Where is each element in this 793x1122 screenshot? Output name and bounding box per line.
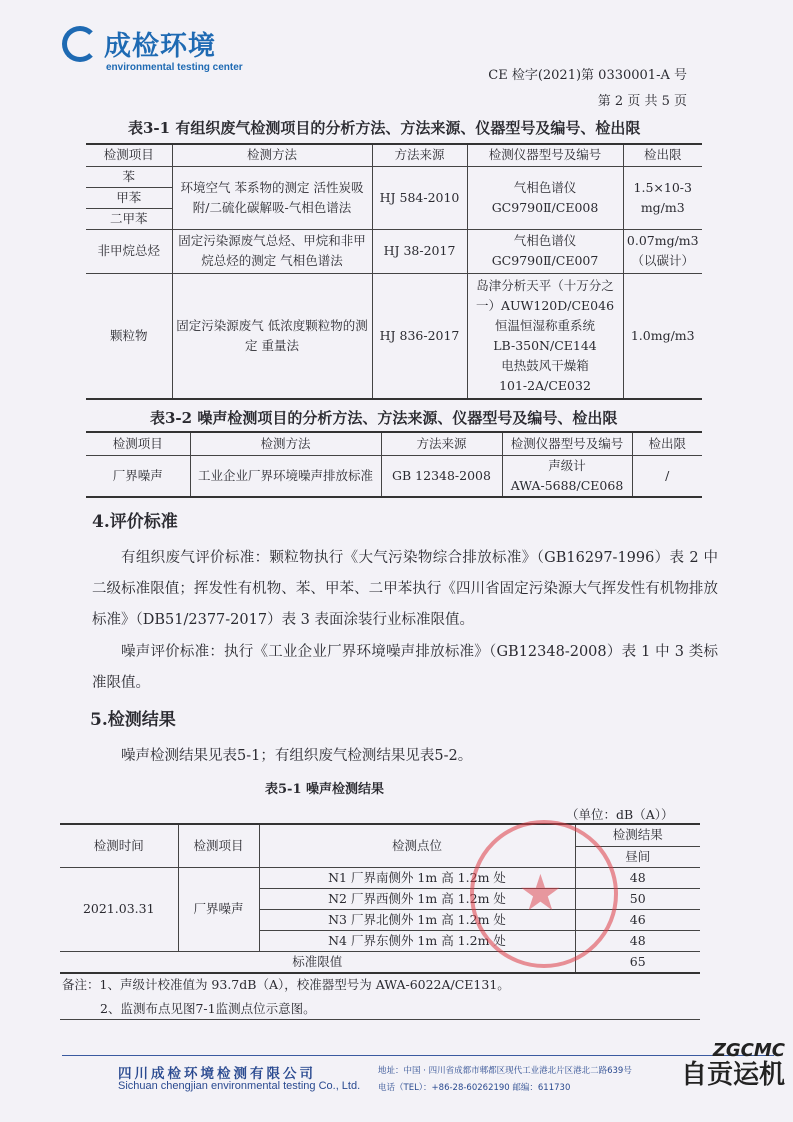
instrument-line: 恒温恒湿称重系统: [494, 317, 595, 333]
point-cell: N3 厂界北侧外 1m 高 1.2m 处: [259, 909, 575, 930]
header-cell: 检出限: [632, 432, 702, 455]
footer-divider: [62, 1055, 774, 1056]
instrument-line: 电热鼓风干燥箱: [501, 357, 589, 373]
instrument-line: 气相色谱仪: [513, 179, 577, 195]
point-cell: N2 厂界西侧外 1m 高 1.2m 处: [259, 888, 575, 909]
footer-address: 地址：中国 · 四川省成都市郫都区现代工业港北片区港北二路639号: [378, 1066, 632, 1076]
footer-company-cn: 四川成检环境检测有限公司: [118, 1066, 316, 1082]
watermark-cn: 自贡运机: [680, 1060, 785, 1090]
instrument-line: LB-350N/CE144: [493, 337, 597, 353]
instrument-cell: [467, 273, 623, 399]
note-1: 备注：1、声级计校准值为 93.7dB（A），校准器型号为 AWA-6022A/CE131。: [62, 977, 510, 992]
watermark-logo: [681, 1040, 785, 1089]
footer-company-en: Sichuan chengjian environmental testing Co., Ltd.: [118, 1080, 361, 1092]
header-cell: 检测项目: [178, 824, 259, 867]
instrument-line: 岛津分析天平（十万分之一）AUW120D/CE046: [475, 277, 615, 313]
table-3-2: [86, 431, 702, 498]
source-cell: HJ 38-2017: [372, 229, 467, 273]
section-4-paragraph-1: 有组织废气评价标准：颗粒物执行《大气污染物综合排放标准》（GB16297-1996）表 2 中二级标准限值；挥发性有机物、苯、甲苯、二甲苯执行《四川省固定污染源大气挥发性有机物排放标准》（DB51/2377-2017）表 3 表面涂装行业标准限值。: [92, 550, 718, 628]
value-cell: 48: [575, 930, 700, 951]
source-cell: GB 12348-2008: [381, 455, 502, 497]
unit-label: （单位：dB（A））: [566, 807, 674, 822]
instrument-cell: [467, 166, 623, 229]
logo-e-icon: [62, 26, 98, 62]
point-cell: N4 厂界东侧外 1m 高 1.2m 处: [259, 930, 575, 951]
section-4-heading: 4.评价标准: [92, 512, 178, 532]
limit-value-cell: 65: [575, 951, 700, 973]
item-cell: 非甲烷总烃: [86, 229, 172, 273]
header-cell: 方法来源: [372, 144, 467, 166]
header-cell: 检测点位: [259, 824, 575, 867]
header-cell: 检测方法: [190, 432, 381, 455]
table-3-2-title: 表3-2 噪声检测项目的分析方法、方法来源、仪器型号及编号、检出限: [150, 409, 618, 427]
limit-cell: 0.07mg/m3（以碳计）: [623, 229, 702, 273]
method-cell: 工业企业厂界环境噪声排放标准: [190, 455, 381, 497]
section-5-heading: 5.检测结果: [90, 710, 176, 730]
instrument-line: GC9790Ⅱ/CE008: [491, 199, 599, 215]
header-cell: 检测项目: [86, 144, 172, 166]
instrument-cell: [467, 229, 623, 273]
star-icon: ★: [518, 864, 563, 922]
divider: [60, 1019, 700, 1020]
logo-text-en: environmental testing center: [106, 62, 243, 73]
header-cell: 方法来源: [381, 432, 502, 455]
header-cell: 检测方法: [172, 144, 372, 166]
note-2: 2、监测布点见图7-1监测点位示意图。: [100, 1001, 316, 1016]
limit-label-cell: 标准限值: [60, 951, 575, 973]
limit-cell: /: [632, 455, 702, 497]
instrument-line: GC9790Ⅱ/CE007: [491, 253, 599, 268]
value-cell: 50: [575, 888, 700, 909]
item-cell: 苯: [86, 166, 172, 187]
header-cell: 昼间: [575, 846, 700, 867]
limit-cell: 1.0mg/m3: [623, 273, 702, 399]
source-cell: HJ 836-2017: [372, 273, 467, 399]
item-cell: 二甲苯: [86, 208, 172, 229]
page-number: 第 2 页 共 5 页: [597, 94, 687, 109]
point-cell: N1 厂界南侧外 1m 高 1.2m 处: [259, 867, 575, 888]
header-cell: 检测时间: [60, 824, 178, 867]
limit-cell: 1.5×10-3 mg/m3: [623, 166, 702, 229]
value-cell: 48: [575, 867, 700, 888]
header-cell: 检测仪器型号及编号: [467, 144, 623, 166]
header-cell: 检测项目: [86, 432, 190, 455]
method-cell: 环境空气 苯系物的测定 活性炭吸附/二硫化碳解吸-气相色谱法: [172, 166, 372, 229]
item-cell: 甲苯: [86, 187, 172, 208]
date-cell: 2021.03.31: [60, 867, 178, 951]
method-cell: 固定污染源废气总烃、甲烷和非甲烷总烃的测定 气相色谱法: [172, 229, 372, 273]
value-cell: 46: [575, 909, 700, 930]
table-3-1: [86, 143, 702, 400]
table-5-1-title: 表5-1 噪声检测结果: [265, 782, 385, 797]
instrument-cell: [502, 455, 632, 497]
source-cell: HJ 584-2010: [372, 166, 467, 229]
instrument-line: 声级计: [548, 457, 586, 473]
method-cell: 固定污染源废气 低浓度颗粒物的测定 重量法: [172, 273, 372, 399]
item-cell: 颗粒物: [86, 273, 172, 399]
table-3-1-title: 表3-1 有组织废气检测项目的分析方法、方法来源、仪器型号及编号、检出限: [128, 119, 641, 137]
logo-text-cn: 成检环境: [104, 31, 216, 62]
instrument-line: 101-2A/CE032: [499, 377, 591, 393]
section-5-paragraph: 噪声检测结果见表5-1；有组织废气检测结果见表5-2。: [121, 748, 473, 764]
header-cell: 检测结果: [575, 824, 700, 846]
official-seal: [470, 820, 618, 968]
footer-tel: 电话（TEL）：+86-28-60262190 邮编：611730: [378, 1083, 571, 1093]
item-cell: 厂界噪声: [86, 455, 190, 497]
watermark-en: ZGCMC: [712, 1040, 785, 1061]
instrument-line: AWA-5688/CE068: [510, 477, 624, 493]
instrument-line: 气相色谱仪: [513, 233, 577, 248]
section-4-paragraph-2: 噪声评价标准：执行《工业企业厂界环境噪声排放标准》（GB12348-2008）表 1 中 3 类标准限值。: [92, 644, 718, 691]
header-cell: 检出限: [623, 144, 702, 166]
document-number: CE 检字(2021)第 0330001-A 号: [488, 68, 687, 83]
item-cell: 厂界噪声: [178, 867, 259, 951]
header-cell: 检测仪器型号及编号: [502, 432, 632, 455]
